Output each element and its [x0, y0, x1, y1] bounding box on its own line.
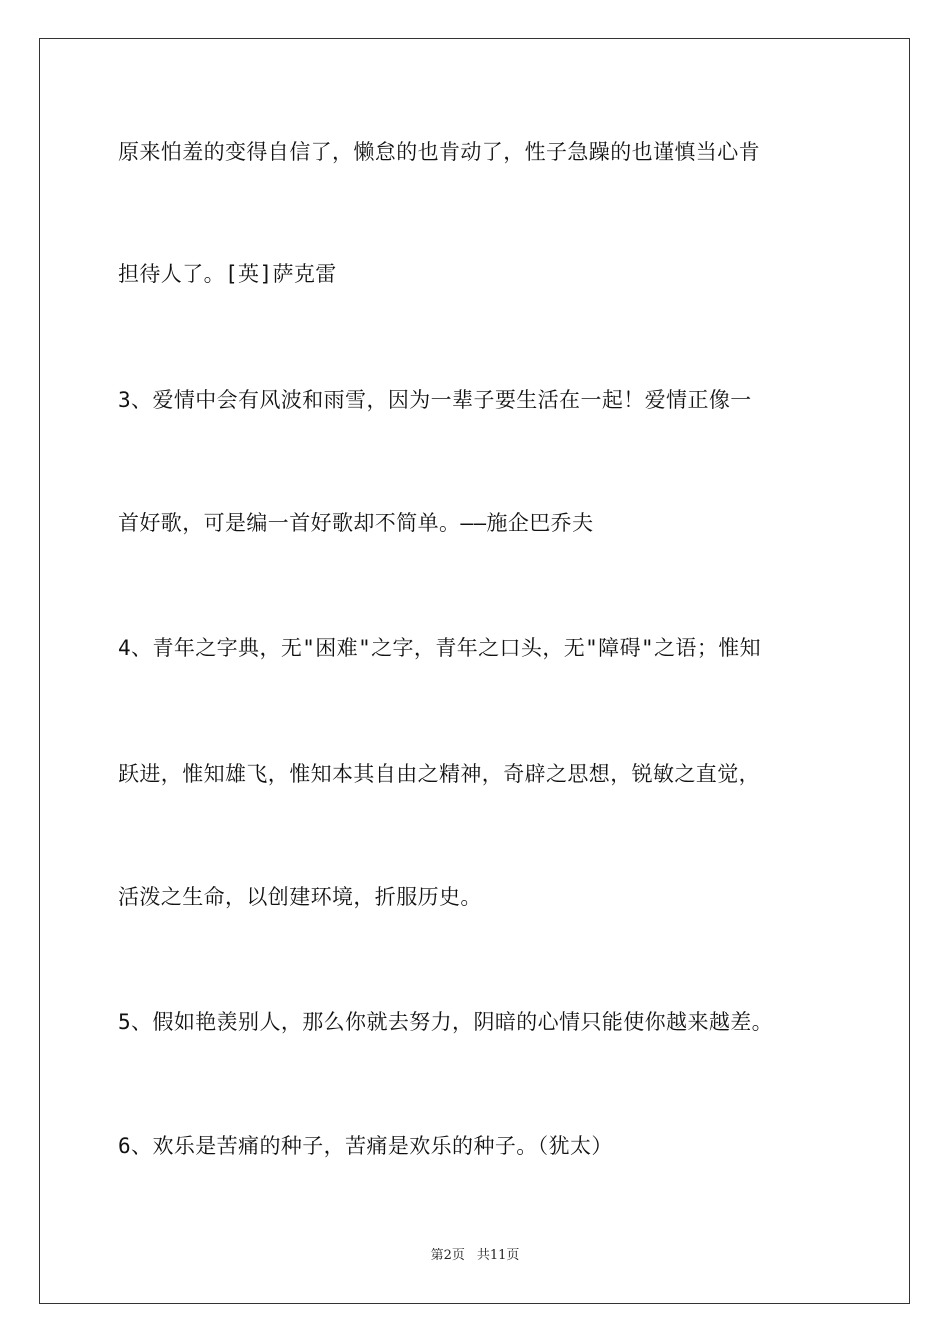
page-footer	[0, 1247, 950, 1265]
page-number: 第2页	[430, 1248, 465, 1263]
text-line-7: 活泼之生命，以创建环境，折服历史。	[118, 885, 482, 909]
text-line-1: 原来怕羞的变得自信了，懒怠的也肯动了，性子急躁的也谨慎当心肯	[118, 140, 760, 164]
text-line-3: 3、爱情中会有风波和雨雪，因为一辈子要生活在一起！爱情正像一	[118, 388, 752, 412]
text-line-2: 担待人了。[英]萨克雷	[118, 262, 337, 286]
page-border	[39, 38, 910, 1304]
text-line-5: 4、青年之字典，无"困难"之字，青年之口头，无"障碍"之语；惟知	[118, 636, 762, 660]
text-line-6: 跃进，惟知雄飞，惟知本其自由之精神，奇辟之思想，锐敏之直觉，	[118, 762, 760, 786]
text-line-9: 6、欢乐是苦痛的种子，苦痛是欢乐的种子。（犹太）	[118, 1134, 613, 1158]
text-line-8: 5、假如艳羡别人，那么你就去努力，阴暗的心情只能使你越来越差。	[118, 1010, 774, 1034]
text-line-4: 首好歌，可是编一首好歌却不简单。——施企巴乔夫	[118, 511, 594, 535]
page-total: 共11页	[476, 1248, 520, 1263]
